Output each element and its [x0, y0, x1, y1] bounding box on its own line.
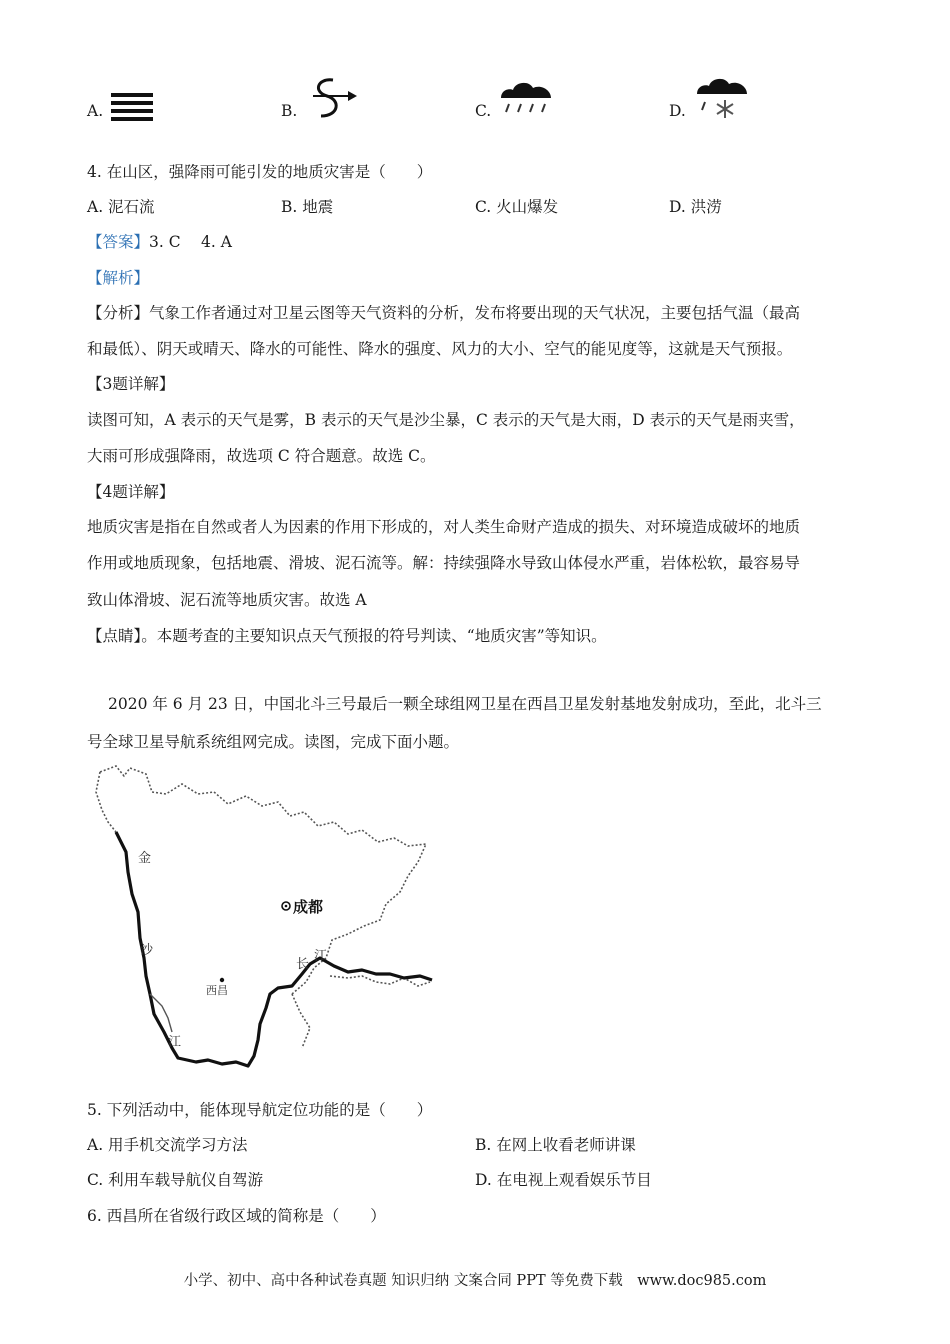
sichuan-map [86, 762, 446, 1074]
q3-options [87, 88, 867, 128]
dianjing-text: 。本题考查的主要知识点天气预报的符号判读、“地质灾害”等知识。 [141, 627, 607, 645]
answer-tag: 【答案】 [87, 233, 150, 251]
q3-option-b [281, 102, 297, 120]
dianjing-line [87, 624, 607, 646]
heavy-rain-symbol-icon [495, 78, 557, 124]
label-xichang: 西昌 [206, 984, 228, 997]
label-river-jiang: 江 [168, 1035, 182, 1050]
answer-text: 3. C 4. A [149, 233, 232, 251]
q5-option-d: D. 在电视上观看娱乐节目 [475, 1171, 652, 1189]
analysis-text-1: 气象工作者通过对卫星云图等天气资料的分析，发布将要出现的天气状况，主要包括气温（最高 [149, 304, 801, 322]
q4-option-a: A. 泥石流 [87, 198, 155, 216]
sleet-symbol-icon [691, 74, 753, 124]
q5-options-row-2 [87, 1168, 867, 1198]
province-boundary [100, 766, 426, 994]
analysis-tag: 【解析】 [87, 269, 150, 287]
detail4-line-1: 地质灾害是指在自然或者人为因素的作用下形成的，对人类生命财产造成的损失、对环境造成破坏的地质 [87, 518, 801, 536]
detail4-line-3: 致山体滑坡、泥石流等地质灾害。故选 A [87, 591, 367, 609]
q4-options [87, 195, 867, 225]
passage-line-2: 号全球卫星导航系统组网完成。读图，完成下面小题。 [87, 733, 460, 751]
xichang-marker [220, 978, 224, 982]
detail3-heading: 【3题详解】 [87, 375, 175, 393]
label-river-chang: 长 [296, 957, 310, 972]
passage-line-1: 2020 年 6 月 23 日，中国北斗三号最后一颗全球组网卫星在西昌卫星发射基地发射成功，至此，北斗三 [108, 695, 822, 713]
detail4-heading: 【4题详解】 [87, 483, 175, 501]
q5-option-b: B. 在网上收看老师讲课 [475, 1136, 636, 1154]
q3-option-c [475, 102, 491, 120]
dianjing-label: 【点睛】 [87, 627, 142, 645]
option-label: C. [475, 102, 492, 120]
detail3-line-2: 大雨可形成强降雨，故选项 C 符合题意。故选 C。 [87, 447, 436, 465]
label-river-jin: 金 [138, 851, 152, 866]
analysis-line-1 [87, 301, 800, 323]
option-label: A. [87, 102, 104, 120]
page-footer: 小学、初中、高中各种试卷真题 知识归纳 文案合同 PPT 等免费下载 www.doc985.com [183, 1273, 767, 1289]
fog-symbol-icon [109, 88, 157, 124]
jinsha-river [116, 832, 432, 1066]
q5-option-a: A. 用手机交流学习方法 [87, 1136, 248, 1154]
q4-option-d: D. 洪涝 [669, 198, 722, 216]
analysis-line-2: 和最低）、阴天或晴天、降水的可能性、降水的强度、风力的大小、空气的能见度等，这就是天气预报。 [87, 340, 793, 358]
label-river-sha: 沙 [140, 943, 154, 958]
q5-options-row-1 [87, 1133, 867, 1163]
q5-option-c: C. 利用车载导航仪自驾游 [87, 1171, 264, 1189]
q6-stem: 6. 西昌所在省级行政区域的简称是（ ） [87, 1207, 386, 1225]
detail4-line-2: 作用或地质现象，包括地震、滑坡、泥石流等。解：持续强降水导致山体侵水严重，岩体松软，最容易导 [87, 554, 801, 572]
q4-stem: 4. 在山区，强降雨可能引发的地质灾害是（ ） [87, 163, 433, 181]
q4-option-b: B. 地震 [281, 198, 334, 216]
q5-stem: 5. 下列活动中，能体现导航定位功能的是（ ） [87, 1101, 433, 1119]
label-river-jiang2: 江 [314, 949, 328, 964]
option-label: D. [669, 102, 686, 120]
detail3-line-1: 读图可知，A 表示的天气是雾，B 表示的天气是沙尘暴，C 表示的天气是大雨，D 表示的天气是雨夹雪， [87, 411, 805, 429]
q3-option-d [669, 102, 686, 120]
sandstorm-symbol-icon [303, 74, 359, 124]
analysis-label: 【分析】 [87, 304, 150, 322]
answer-line [87, 230, 232, 252]
q3-option-a [87, 102, 103, 120]
q4-option-c: C. 火山爆发 [475, 198, 559, 216]
option-label: B. [281, 102, 298, 120]
label-chengdu: 成都 [293, 898, 324, 916]
